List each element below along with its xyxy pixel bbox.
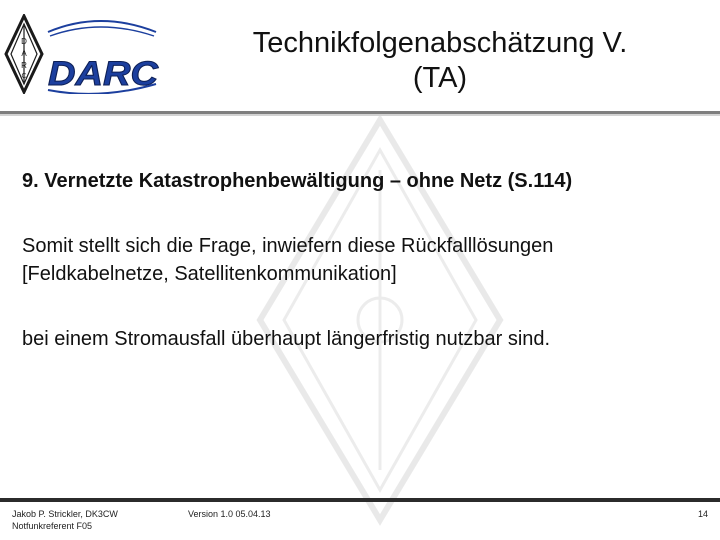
svg-text:R: R: [21, 61, 27, 70]
svg-text:C: C: [21, 73, 27, 80]
svg-text:D: D: [21, 37, 27, 46]
header-divider-shadow: [0, 114, 720, 116]
logo-wordmark: DARC: [48, 55, 159, 93]
footer-author: [12, 508, 118, 532]
paragraph-1-line-2: [Feldkabelnetze, Satellitenkommunikation]: [22, 263, 397, 285]
slide-title: [170, 26, 710, 96]
title-line-2: (TA): [412, 62, 468, 94]
footer-divider: [0, 498, 720, 502]
paragraph-1-line-1: Somit stellt sich die Frage, inwiefern diese Rückfalllösungen: [22, 235, 554, 257]
body-paragraph-1: [22, 232, 702, 288]
svg-text:A: A: [21, 49, 27, 58]
page-number: 14: [697, 509, 708, 519]
footer-author-role: Notfunkreferent F05: [12, 521, 93, 531]
darc-logo-icon: [4, 14, 164, 94]
footer-version: Version 1.0 05.04.13: [188, 509, 271, 519]
body-paragraph-2: bei einem Stromausfall überhaupt längerfristig nutzbar sind.: [22, 328, 551, 350]
section-heading: 9. Vernetzte Katastrophenbewältigung – ohne Netz (S.114): [22, 170, 573, 192]
title-line-1: Technikfolgenabschätzung V.: [252, 27, 628, 59]
footer-author-name: Jakob P. Strickler, DK3CW: [12, 509, 118, 519]
